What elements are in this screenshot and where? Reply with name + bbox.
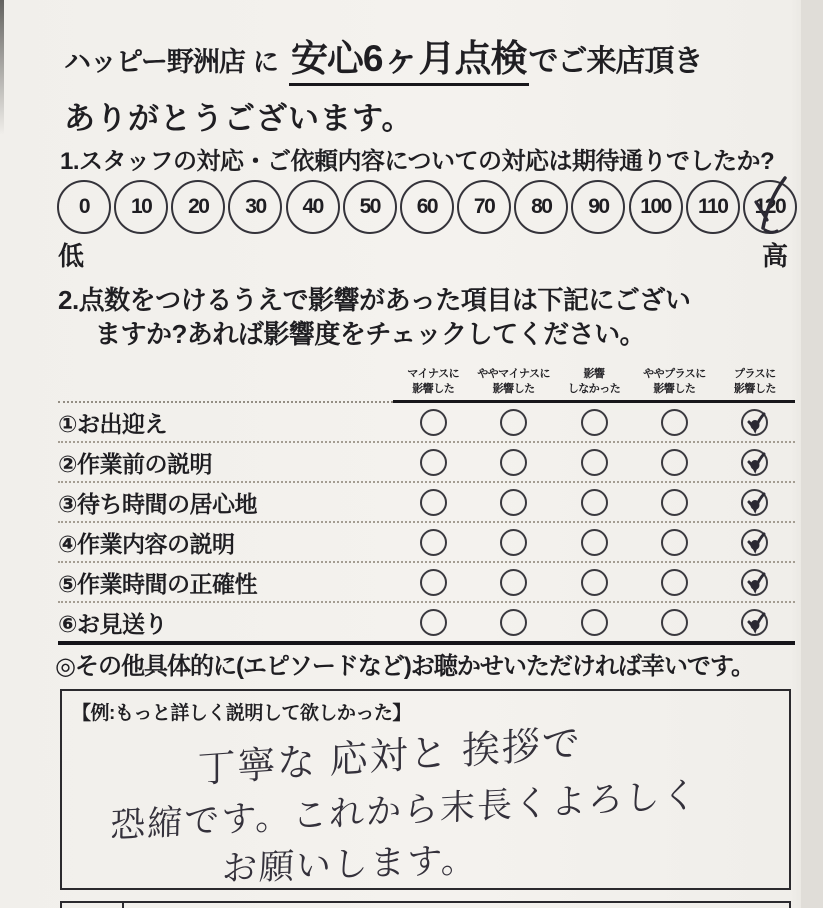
scale-option-value: 110 [698, 195, 728, 218]
service-name-underlined: 安心6ヶ月点検 [289, 28, 529, 86]
greeting-suffix: でご来店頂き [528, 45, 703, 78]
handwritten-comment-line: お願いします。 [221, 840, 479, 889]
option-circle-row3-col1[interactable] [500, 529, 527, 556]
pen-check-icon [744, 611, 767, 636]
option-circle-row1-col2[interactable] [581, 449, 608, 476]
scale-option-value: 10 [130, 195, 152, 218]
option-circle-row4-col3[interactable] [661, 569, 688, 596]
option-circle-row3-col4[interactable] [741, 529, 768, 556]
comments-prompt: ◎その他具体的に(エピソードなど)お聴かせいただければ幸いです。 [55, 653, 755, 680]
option-cell [554, 609, 634, 636]
option-circle-row0-col3[interactable] [661, 409, 688, 436]
scale-option-40[interactable] [286, 180, 340, 234]
option-cell [393, 489, 473, 516]
paper-edge-strip [801, 0, 823, 908]
scale-option-value: 90 [588, 195, 609, 218]
pen-check-icon [744, 491, 767, 516]
scale-option-70[interactable] [457, 180, 511, 234]
row-label: ⑥お見送り [58, 610, 167, 637]
impact-table-body [58, 403, 795, 641]
option-circle-row4-col0[interactable] [420, 569, 447, 596]
question1-text: 1.スタッフの対応・ご依頼内容についての対応は期待通りでしたか? [60, 148, 775, 175]
option-cell [634, 409, 714, 436]
option-circle-row1-col4[interactable] [741, 449, 768, 476]
option-cell [715, 449, 795, 476]
handwritten-comment-line: 恐縮です。これから末長くよろしく [110, 775, 700, 846]
scale-option-value: 50 [359, 195, 380, 218]
option-circle-row2-col1[interactable] [500, 489, 527, 516]
scale-option-30[interactable] [228, 180, 282, 234]
scale-option-110[interactable] [686, 180, 740, 234]
scan-edge-shadow [0, 0, 4, 135]
store-name: ハッピー野洲店 [64, 47, 245, 77]
scale-option-value: 0 [78, 195, 90, 218]
option-cell [393, 529, 473, 556]
scale-option-100[interactable] [629, 180, 683, 234]
table-row [58, 563, 795, 603]
scale-option-value: 80 [531, 195, 552, 218]
scale-option-0[interactable] [57, 180, 111, 234]
option-circle-row0-col4[interactable] [741, 409, 768, 436]
header-spacer [58, 357, 393, 403]
option-circle-row5-col0[interactable] [420, 609, 447, 636]
option-circle-row2-col4[interactable] [741, 489, 768, 516]
scale-option-value: 70 [473, 195, 495, 218]
scale-option-value: 40 [302, 195, 323, 218]
option-cell [554, 489, 634, 516]
high-label: 高 [761, 241, 788, 271]
greeting-line2: ありがとうございます。 [64, 101, 414, 136]
rating-scale [57, 180, 797, 234]
impact-column-header-4: プラスに 影響した [733, 368, 776, 395]
option-circle-row5-col4[interactable] [741, 609, 768, 636]
question2-line1: 2.点数をつけるうえで影響があった項目は下記にござい [58, 285, 691, 315]
option-circle-row4-col2[interactable] [581, 569, 608, 596]
impact-table [58, 357, 795, 645]
row-label: ②作業前の説明 [58, 450, 212, 477]
option-cell [393, 409, 473, 436]
option-circle-row1-col0[interactable] [420, 449, 447, 476]
impact-column-header-1: ややマイナスに 影響した [477, 368, 551, 395]
next-section-divider [122, 903, 124, 908]
scale-option-120[interactable] [743, 180, 797, 234]
table-row [58, 523, 795, 563]
greeting-header [64, 28, 784, 138]
pen-check-icon [744, 451, 767, 476]
option-cell [473, 569, 553, 596]
table-row [58, 403, 795, 443]
comment-box[interactable] [60, 689, 791, 890]
option-circle-row5-col3[interactable] [661, 609, 688, 636]
option-cell [634, 449, 714, 476]
row-label: ⑤作業時間の正確性 [58, 570, 257, 597]
option-cell [473, 489, 553, 516]
option-cell [473, 529, 553, 556]
option-circle-row5-col1[interactable] [500, 609, 527, 636]
comment-example-label: 【例:もっと詳しく説明して欲しかった】 [72, 703, 411, 724]
option-cell [554, 449, 634, 476]
option-cell [634, 569, 714, 596]
handwritten-comment-line: 丁寧な 応対と 挨拶で [197, 722, 582, 792]
scale-option-60[interactable] [400, 180, 454, 234]
table-row [58, 443, 795, 483]
pen-check-icon [744, 571, 767, 596]
option-circle-row4-col1[interactable] [500, 569, 527, 596]
question2-text [58, 283, 690, 351]
scale-option-value: 60 [416, 195, 438, 218]
option-circle-row0-col0[interactable] [420, 409, 447, 436]
option-circle-row0-col1[interactable] [500, 409, 527, 436]
impact-column-header-2: 影響 しなかった [567, 368, 621, 395]
option-circle-row5-col2[interactable] [581, 609, 608, 636]
scale-option-50[interactable] [343, 180, 397, 234]
scale-option-value: 120 [754, 195, 786, 218]
row-label: ④作業内容の説明 [58, 530, 235, 557]
scale-option-value: 100 [640, 195, 671, 218]
scale-option-80[interactable] [514, 180, 568, 234]
option-circle-row2-col0[interactable] [420, 489, 447, 516]
table-row [58, 483, 795, 523]
option-circle-row1-col3[interactable] [661, 449, 688, 476]
impact-column-header-3: ややプラスに 影響した [643, 368, 706, 395]
scale-option-90[interactable] [571, 180, 625, 234]
option-circle-row4-col4[interactable] [741, 569, 768, 596]
low-label: 低 [58, 241, 85, 271]
option-circle-row3-col0[interactable] [420, 529, 447, 556]
row-label: ③待ち時間の居心地 [58, 490, 257, 517]
option-cell [634, 609, 714, 636]
option-circle-row2-col3[interactable] [661, 489, 688, 516]
option-cell [473, 609, 553, 636]
impact-column-header-0: マイナスに 影響した [407, 368, 460, 395]
option-cell [554, 529, 634, 556]
scale-endpoint-labels [58, 236, 788, 273]
scale-option-value: 30 [245, 195, 266, 218]
option-cell [393, 449, 473, 476]
table-row [58, 603, 795, 641]
next-section-box [60, 901, 791, 908]
scale-option-20[interactable] [171, 180, 225, 234]
option-cell [715, 409, 795, 436]
option-cell [634, 489, 714, 516]
option-circle-row0-col2[interactable] [581, 409, 608, 436]
option-cell [393, 569, 473, 596]
option-circle-row3-col3[interactable] [661, 529, 688, 556]
option-circle-row1-col1[interactable] [500, 449, 527, 476]
option-circle-row3-col2[interactable] [581, 529, 608, 556]
scale-option-10[interactable] [114, 180, 168, 234]
option-cell [634, 529, 714, 556]
pen-check-icon [744, 411, 767, 436]
option-cell [715, 569, 795, 596]
pen-check-icon [744, 531, 767, 556]
option-cell [554, 409, 634, 436]
scale-option-value: 20 [188, 195, 209, 218]
particle-text: に [252, 47, 279, 77]
option-cell [393, 609, 473, 636]
option-cell [715, 529, 795, 556]
option-circle-row2-col2[interactable] [581, 489, 608, 516]
option-cell [554, 569, 634, 596]
option-cell [473, 409, 553, 436]
impact-table-header [58, 357, 795, 403]
question2-line2: ますか?あれば影響度をチェックしてください。 [95, 319, 646, 349]
option-cell [715, 489, 795, 516]
row-label: ①お出迎え [58, 410, 167, 437]
impact-header-cells [393, 357, 795, 403]
option-cell [715, 609, 795, 636]
option-cell [473, 449, 553, 476]
